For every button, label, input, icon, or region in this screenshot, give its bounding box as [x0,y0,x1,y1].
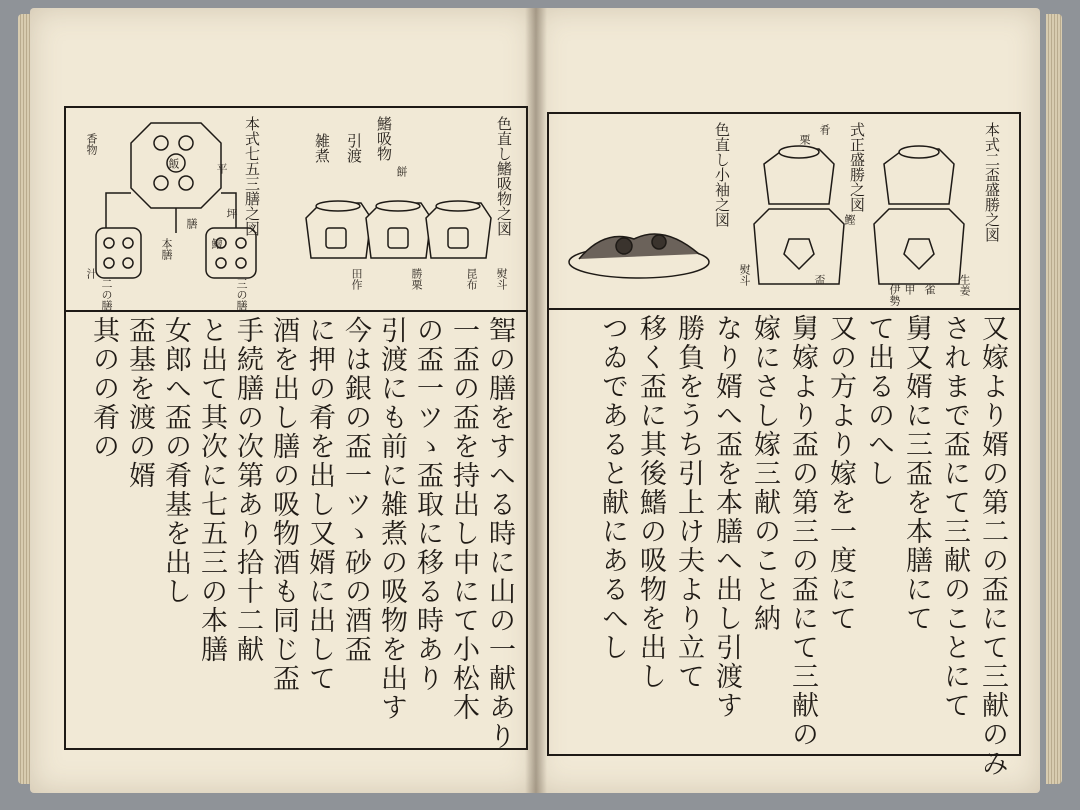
illustration-label: 餅 [395,166,408,177]
text-column: 女郎へ盃の肴基を出し [160,316,191,606]
text-column: 又嫁より婿の第二の盃にて三献のみ [977,314,1008,778]
text-column: 盃基を渡の婿 [124,316,155,490]
illustration-label: 鱠 [210,238,223,249]
illustration-label: 肴 [818,124,831,135]
illustration-label: 熨斗 [738,264,751,286]
illustration-label: 飯 [167,158,180,169]
text-column: 酒を出し膳の吸物酒も同じ盃 [268,316,299,693]
text-column: されまで盃にて三献のことにて [939,314,970,720]
illustration-label: 膳 [185,218,198,229]
left-page [30,8,535,793]
text-column: に押の肴を出し又婿に出して [304,316,335,693]
illustration-caption: 本式七五三膳之図 [243,116,261,236]
illustration-caption: 引渡 [345,133,363,163]
illustration-label: 三の膳 [235,278,248,311]
text-column: 舅又婿に三盃を本膳にて [901,314,932,633]
text-column: と出て其次に七五三の本膳 [196,316,227,664]
illustration-divider [66,310,526,312]
decorative-platter-icon [564,214,714,284]
right-page-frame [547,112,1021,778]
text-column: 一盃の盃を持出し中にて小松木 [448,316,479,722]
illustration-label: 香物 [85,133,98,155]
illustration-label: 本膳 [160,238,173,260]
right-body-text [549,314,1019,778]
text-column: 移く盃に其後鰭の吸物を出し [635,314,666,691]
illustration-label: 平 [215,163,228,174]
illustration-label: 勝栗 [410,268,423,290]
book-gutter [525,8,547,793]
text-column: 嫁にさし嫁三献のこと納 [749,314,780,633]
left-illustration [66,108,526,311]
illustration-label: 坪 [225,208,238,219]
illustration-caption: 色直し小袖之図 [713,122,731,227]
illustration-label: 生姜 [958,274,971,296]
illustration-label: 雀 [923,284,936,295]
text-column: 又の方より嫁を一度にて [825,314,856,633]
illustration-label: 二の膳 [100,278,113,311]
illustration-label: 盃 [813,274,826,285]
left-body-text [66,316,526,751]
text-column: の盃一ツゝ盃取に移る時あり [412,316,443,693]
text-column: つゐであると献にあるへし [597,314,628,662]
illustration-caption: 鰭吸物 [375,116,393,161]
text-column: 聟の膳をすへる時に山の一献あり [484,316,515,751]
text-column: 勝負をうち引上け夫より立て [673,314,704,691]
illustration-label: 伊勢 [888,284,901,306]
illustration-label: 栗 [798,134,811,145]
illustration-caption: 本式二盃盛勝之図 [983,122,1001,242]
illustration-caption: 雑煮 [313,133,331,163]
left-page-frame [64,106,528,750]
illustration-label: 田作 [350,268,363,290]
illustration-caption: 色直し鰭吸物之図 [495,116,513,236]
text-column: 其のの肴の [88,316,119,461]
illustration-caption: 式正盛勝之図 [848,122,866,212]
text-column: なり婿へ盃を本膳へ出し引渡す [711,314,742,720]
text-column: て出るのへし [863,314,894,488]
illustration-label: 汁 [85,268,98,279]
illustration-label: 熨斗 [495,268,508,290]
illustration-label: 甲 [903,284,916,295]
right-page [535,8,1040,793]
illustration-divider [549,308,1019,310]
open-book [30,8,1050,803]
text-column: 引渡にも前に雑煮の吸物を出す [376,316,407,722]
right-page-edges [1046,14,1062,784]
illustration-label: 昆布 [465,268,478,290]
text-column: 今は銀の盃一ツゝ砂の酒盃 [340,316,371,664]
text-column: 舅嫁より盃の第三の盃にて三献の [787,314,818,749]
right-illustration [549,114,1019,306]
text-column: 手続膳の次第あり拾十二献 [232,316,263,664]
illustration-label: 鰹 [843,214,856,225]
